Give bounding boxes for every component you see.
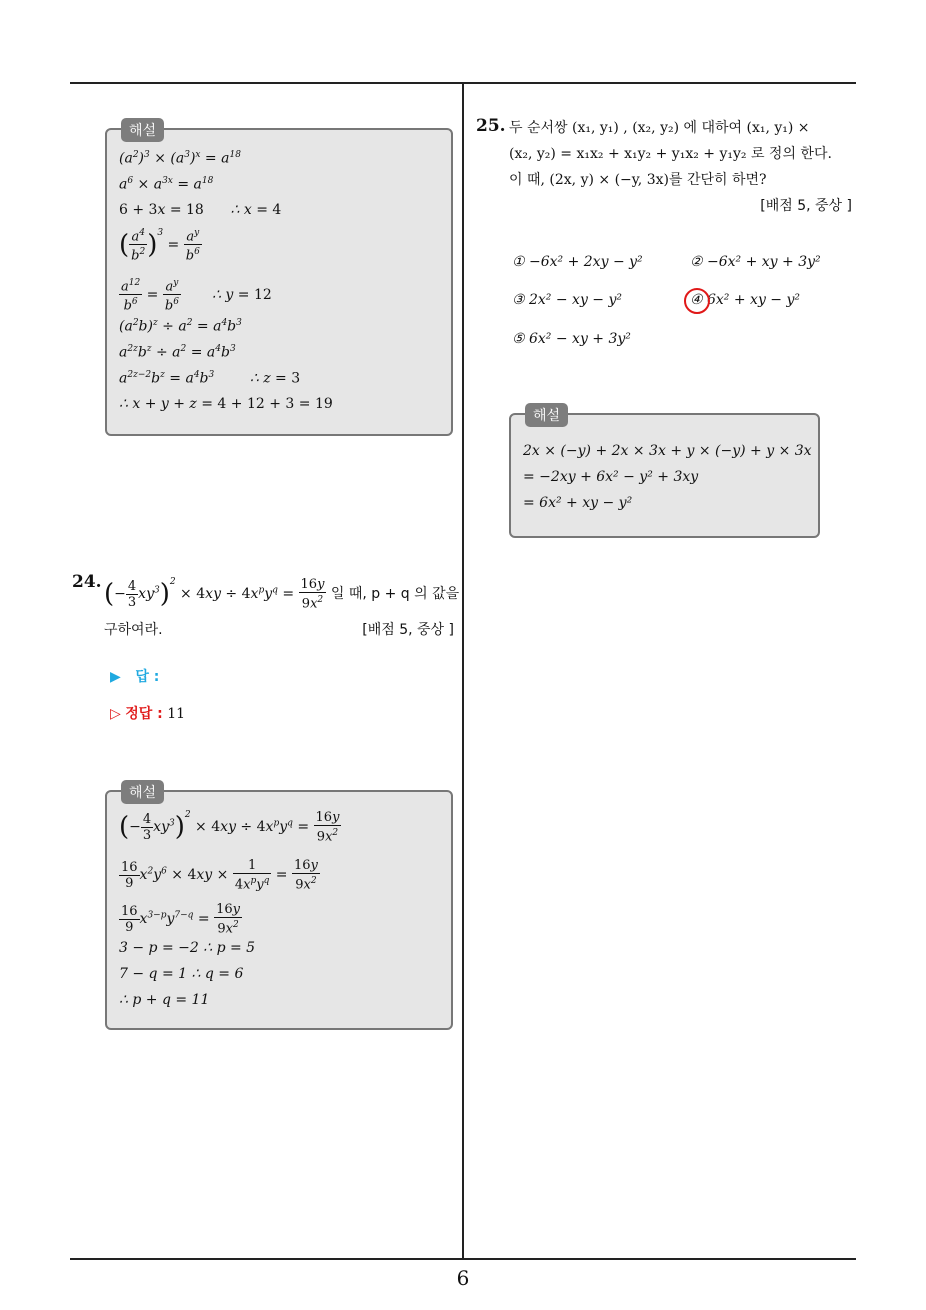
q24-answer-label: 답 : [135, 669, 160, 685]
play-icon: ▶ [110, 669, 121, 685]
q24-text-tail: 일 때, p + q 의 값을 [330, 586, 460, 602]
q23-step-9: ∴ x + y + z = 4 + 12 + 3 = 19 [119, 396, 333, 412]
q23-step-2: $a^6 \times a^{3x} = a^{18}$ [119, 176, 214, 193]
q24-text-line2: 구하여라. [104, 622, 163, 638]
q24-correct-row [110, 703, 185, 723]
q23-step-3: 6 + 3x = 18 ∴ x = 4 [119, 202, 282, 218]
q23-step-5: $\frac{a^{12}}{b^6}$ = $\frac{a^y}{b^6}$ ∴ y = 12 [121, 278, 272, 314]
q23-step-4: ( $\frac{a^4}{b^2}$ )$^3$ = $\frac{a^y}{b^6}$ [119, 227, 200, 264]
q23-step-1: $(a^2)^3 \times (a^3)^x = a^{18}$ [119, 150, 241, 167]
q24-solution-box [105, 785, 453, 1030]
solution-tag: 해설 [121, 118, 164, 142]
q24-correct-label: 정답 : [125, 706, 163, 722]
q24-step-4: 3 − p = −2 ∴ p = 5 [119, 940, 256, 956]
bottom-rule [70, 1258, 856, 1260]
solution-tag: 해설 [525, 403, 568, 427]
q25-solution-box [509, 408, 820, 538]
q23-solution-box [105, 123, 453, 436]
q25-points: [배점 5, 중상 ] [760, 198, 852, 214]
q24-correct-value: 11 [167, 706, 186, 722]
q25-number: 25. [476, 116, 506, 136]
q25-choice-3[interactable]: ③ 2x² − xy − y² [512, 292, 623, 308]
q25-line-1: 두 순서쌍 (x₁, y₁) , (x₂, y₂) 에 대하여 (x₁, y₁) × [509, 120, 810, 136]
solution-tag: 해설 [121, 780, 164, 804]
q25-step-3: = 6x² + xy − y² [523, 495, 633, 511]
q24-expression: (− $\frac{4}{3}$ $xy^3)^2 \times 4xy \div 4x^py^q$ = $\frac{16y}{9x^2}$ 일 때, p + q 의 값을 [104, 576, 460, 612]
q25-choice-4[interactable]: ④ 6x² + xy − y² [690, 292, 801, 308]
q24-points: [배점 5, 중상 ] [362, 622, 454, 638]
q24-number: 24. [72, 572, 102, 592]
q25-step-1: 2x × (−y) + 2x × 3x + y × (−y) + y × 3x [523, 443, 812, 459]
q25-line-3: 이 때, (2x, y) × (−y, 3x)를 간단히 하면? [509, 172, 767, 188]
q24-step-6: ∴ p + q = 11 [119, 992, 210, 1008]
q25-line-2: (x₂, y₂) = x₁x₂ + x₁y₂ + y₁x₂ + y₁y₂ 로 정의 한다. [509, 146, 832, 162]
q23-step-8: $a^{2z-2}b^z = a^4b^3$ ∴ z = 3 [119, 370, 301, 387]
page-number: 6 [456, 1266, 470, 1290]
q23-step-6: $(a^2b)^z \div a^2 = a^4b^3$ [119, 318, 242, 335]
selected-answer-circle [684, 288, 710, 314]
q25-choice-5[interactable]: ⑤ 6x² − xy + 3y² [512, 331, 631, 347]
outline-play-icon: ▷ [110, 706, 121, 722]
column-divider [462, 82, 464, 1260]
q24-step-1: (− $\frac{4}{3}$ $xy^3)^2 \times 4xy \div 4x^py^q$ = $\frac{16y}{9x^2}$ [119, 810, 340, 845]
q25-choice-2[interactable]: ② −6x² + xy + 3y² [690, 254, 821, 270]
q24-step-2: $\frac{16}{9}$ $x^2y^6 \times 4xy$ × $\frac{1}{4x^py^q}$ = $\frac{16y}{9x^2}$ [121, 858, 318, 893]
q24-step-3: $\frac{16}{9}$ $x^{3-p}y^{7-q}$ = $\frac{16y}{9x^2}$ [121, 902, 240, 937]
q24-answer-row [110, 666, 159, 686]
q23-step-7: $a^{2z}b^z \div a^2 = a^4b^3$ [119, 344, 236, 361]
q24-step-5: 7 − q = 1 ∴ q = 6 [119, 966, 244, 982]
q25-step-2: = −2xy + 6x² − y² + 3xy [523, 469, 699, 485]
q25-choice-1[interactable]: ① −6x² + 2xy − y² [512, 254, 643, 270]
